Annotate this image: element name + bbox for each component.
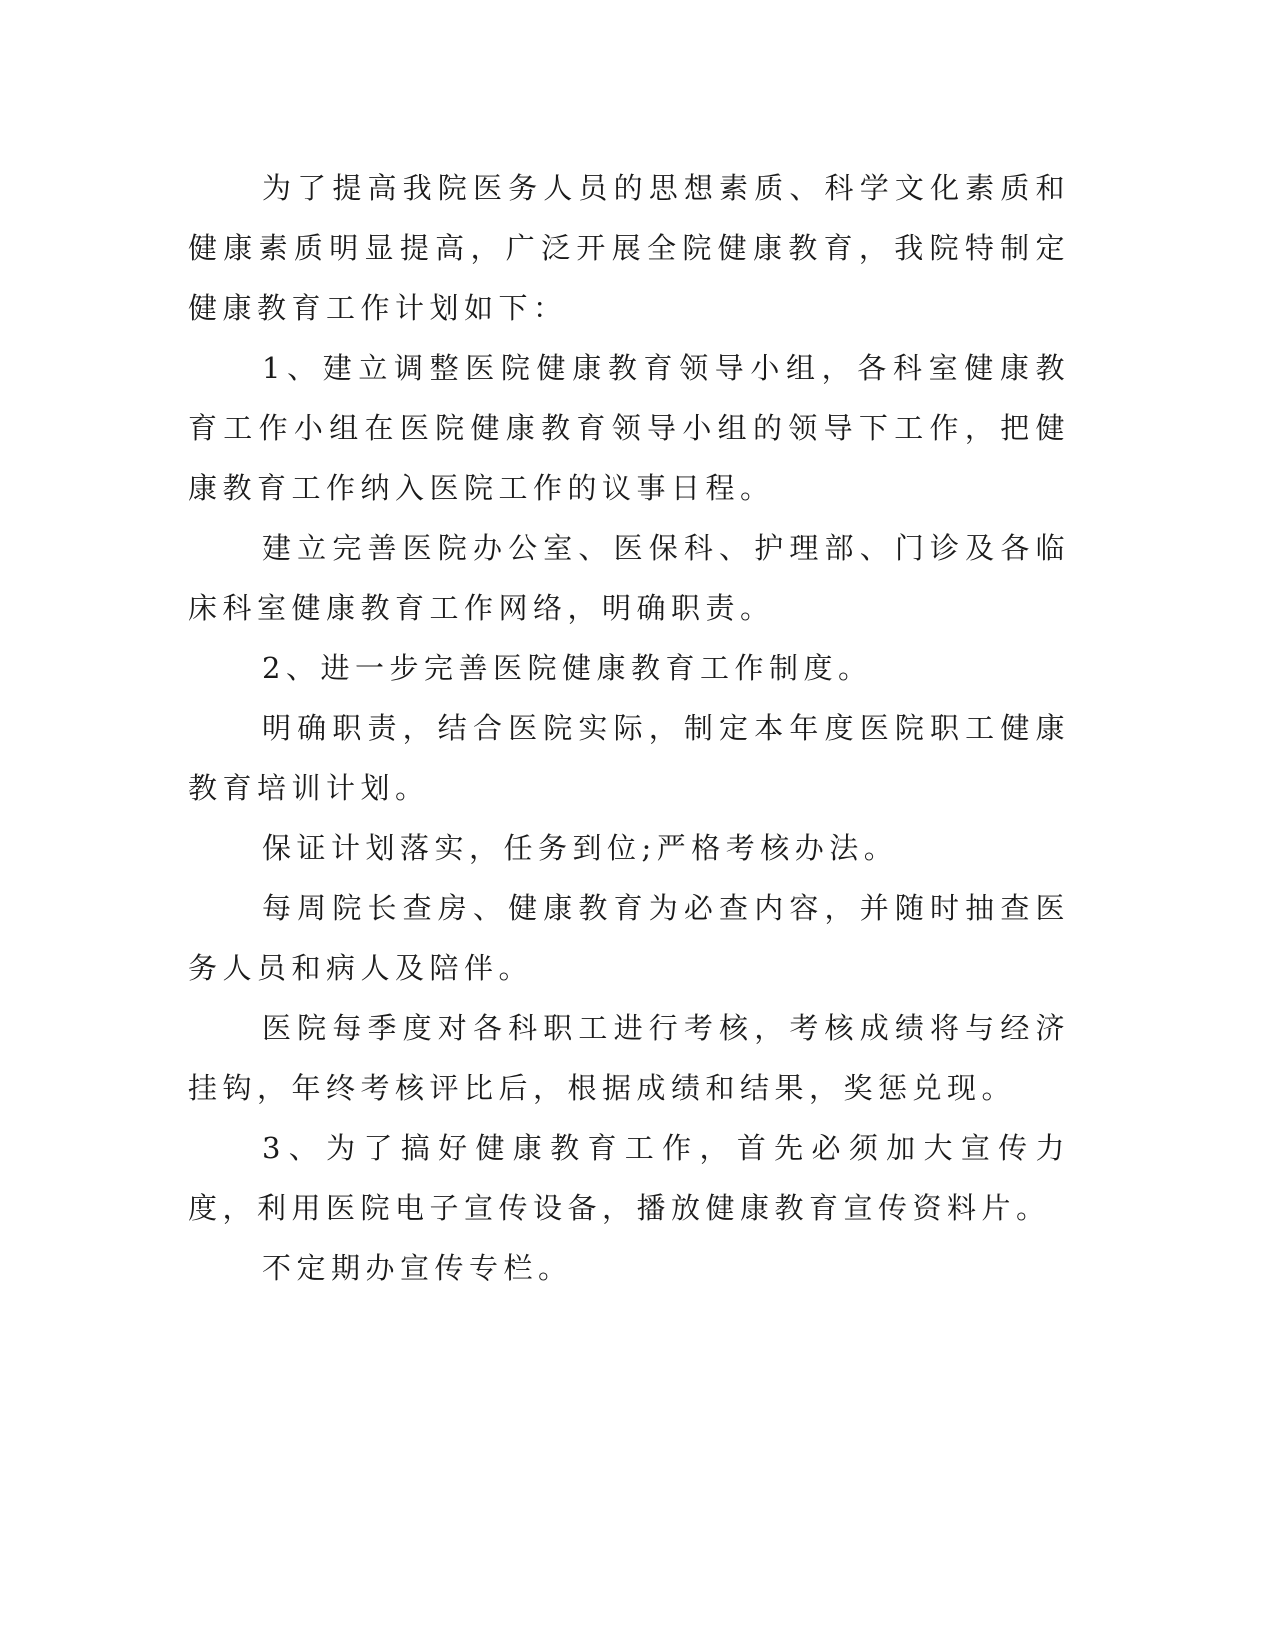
paragraph-weekly-rounds: 每周院长查房、健康教育为必查内容，并随时抽查医务人员和病人及陪伴。 — [188, 891, 1070, 985]
paragraph-intro: 为了提高我院医务人员的思想素质、科学文化素质和健康素质明显提高，广泛开展全院健康教育，我院特制定健康教育工作计划如下： — [188, 171, 1070, 325]
paragraph-training-plan: 明确职责，结合医院实际，制定本年度医院职工健康教育培训计划。 — [188, 711, 1070, 805]
paragraph-item-1: 1、建立调整医院健康教育领导小组，各科室健康教育工作小组在医院健康教育领导小组的领导下工作，把健康教育工作纳入医院工作的议事日程。 — [188, 351, 1070, 505]
paragraph-assessment: 保证计划落实，任务到位;严格考核办法。 — [262, 831, 899, 865]
paragraph-network: 建立完善医院办公室、医保科、护理部、门诊及各临床科室健康教育工作网络，明确职责。 — [188, 531, 1070, 625]
paragraph-item-3: 3、为了搞好健康教育工作，首先必须加大宣传力度，利用医院电子宣传设备，播放健康教育宣传资料片。 — [188, 1131, 1070, 1225]
paragraph-item-2: 2、进一步完善医院健康教育工作制度。 — [262, 651, 873, 685]
paragraph-quarterly-review: 医院每季度对各科职工进行考核，考核成绩将与经济挂钩，年终考核评比后，根据成绩和结果，奖惩兑现。 — [188, 1011, 1070, 1105]
document-body — [188, 158, 1070, 1298]
paragraph-column: 不定期办宣传专栏。 — [262, 1251, 573, 1285]
